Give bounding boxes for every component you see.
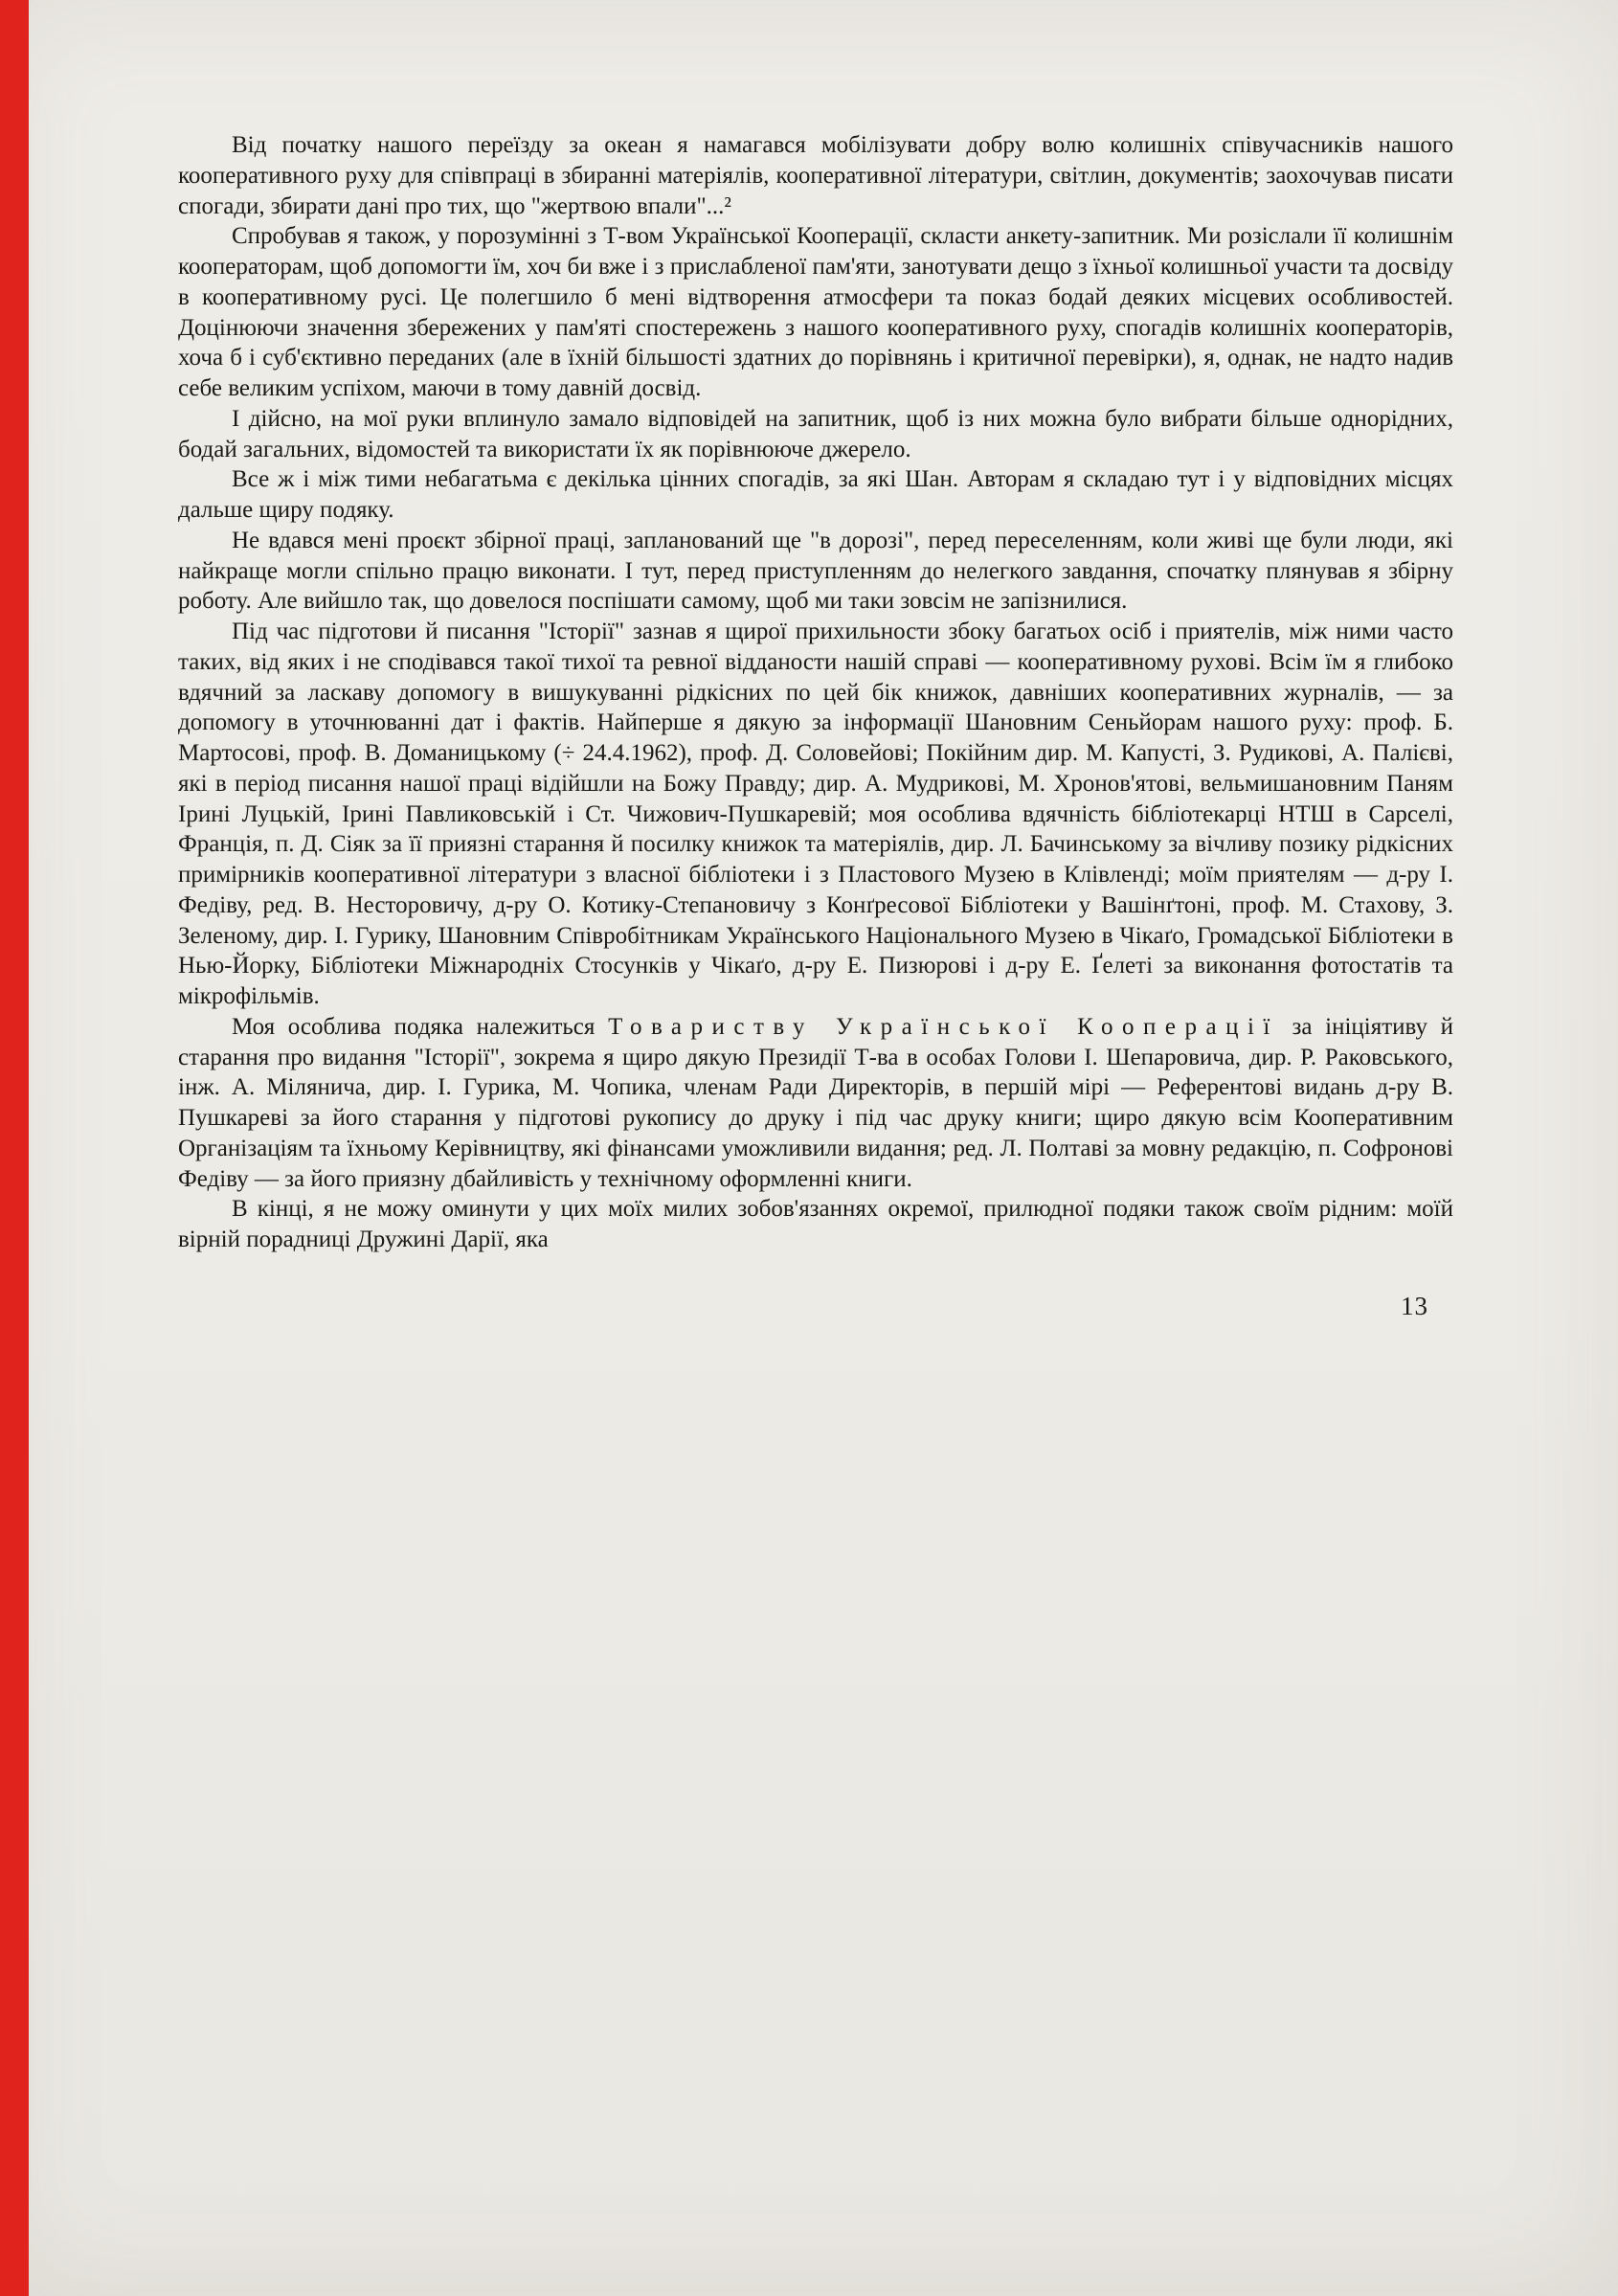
page-text-block [178,130,1453,1322]
paragraph-6: Під час підготови й писання "Історії" зазнав я щирої прихильности збоку багатьох осіб і приятелів, між ними часто таких, від яких і не сподівався такої тихої та ревної відданости нашій справі — кооперативному рухові. Всім їм я глибоко вдячний за ласкаву допомогу в вишукуванні рідкісних по цей бік книжок, давніших кооперативних журналів, — за допомогу в уточнюванні дат і фактів. Найперше я дякую за інформації Шановним Сеньйорам нашого руху: проф. Б. Мартосові, проф. В. Доманицькому (÷ 24.4.1962), проф. Д. Соловейові; Покійним дир. М. Капусті, З. Рудикові, А. Палієві, які в період писання нашої праці відійшли на Божу Правду; дир. А. Мудрикові, М. Хронов'ятові, вельмишановним Паням Ірині Луцькій, Ірині Павликовській і Ст. Чижович-Пушкаревій; моя особлива вдячність бібліотекарці НТШ в Сарселі, Франція, п. Д. Сіяк за її приязні старання й посилку книжок та матеріялів, дир. Л. Бачинському за вічливу позику рідкісних примірників кооперативної літератури з власної бібліотеки і з Пластового Музею в Клівленді; моїм приятелям — д-ру І. Федіву, ред. В. Несторовичу, д-ру О. Котику-Степановичу з Конґресової Бібліотеки у Вашінґтоні, проф. М. Стахову, З. Зеленому, дир. І. Гурику, Шановним Співробітникам Українського Національного Музею в Чікаґо, Громадської Бібліотеки в Нью-Йорку, Бібліотеки Міжнародніх Стосунків у Чікаґо, д-ру Е. Пизюрові і д-ру Е. Ґелеті за виконання фотостатів та мікрофільмів. [178,619,1453,1009]
scan-edge-strip [0,0,29,2296]
paragraph-8: В кінці, я не можу оминути у цих моїх милих зобов'язаннях окремої, прилюдної подяки також своїм рідним: моїй вірній порадниці Дружині Дарії, яка [178,1196,1453,1252]
paragraph-7 [178,1012,1453,1195]
paragraph-1: Від початку нашого переїзду за океан я намагався мобілізувати добру волю колишніх співучасників нашого кооперативного руху для співпраці в збиранні матеріялів, кооперативної літератури, світлин, документів; заохочував писати спогади, збирати дані про тих, що "жертвою впали"...² [178,132,1453,219]
paragraph-5: Не вдався мені проєкт збірної праці, запланований ще "в дорозі", перед переселенням, коли живі ще були люди, які найкраще могли спільно працю виконати. І тут, перед приступленням до нелегкого завдання, спочатку плянував я збірну роботу. Але вийшло так, що довелося поспішати самому, щоб ми таки зовсім не запізнилися. [178,527,1453,615]
organization-name-spaced: Товариству Української Кооперації [608,1013,1279,1040]
paragraph-4: Все ж і між тими небагатьма є декілька цінних спогадів, за які Шан. Авторам я складаю тут і у відповідних місцях дальше щиру подяку. [178,466,1453,523]
page-number: 13 [1401,1291,1428,1320]
paragraph-7-rest: за ініціятиву й старання про видання "Історії", зокрема я щиро дякую Президії Т-ва в особах Голови І. Шепаровича, дир. Р. Раковського, інж. А. Мілянича, дир. І. Гурика, М. Чопика, членам Ради Директорів, в першій мірі — Референтові видань д-ру В. Пушкареві за його старання у підготові рукопису до друку і під час друку книги; щиро дякую всім Кооперативним Організаціям та їхньому Керівництву, які фінансами уможливили видання; ред. Л. Полтаві за мовну редакцію, п. Софронові Федіву — за його приязну дбайливість у технічному оформленні книги. [178,1013,1453,1192]
paragraph-2: Спробував я також, у порозумінні з Т-вом Української Кооперації, скласти анкету-запитник. Ми розіслали її колишнім кооператорам, щоб допомогти їм, хоч би вже і з прислабленої пам'яти, занотувати дещо з їхньої колишньої участи та досвіду в кооперативному русі. Це полегшило б мені відтворення атмосфери та показ бодай деяких місцевих особливостей. Доцінюючи значення збережених у пам'яті спостережень з нашого кооперативного руху, спогадів колишніх кооператорів, хоча б і суб'єктивно переданих (але в їхній більшості здатних до порівнянь і критичної перевірки), я, однак, не надто надив себе великим успіхом, маючи в тому давній досвід. [178,223,1453,401]
paragraph-3: І дійсно, на мої руки вплинуло замало відповідей на запитник, щоб із них можна було вибрати більше однорідних, бодай загальних, відомостей та використати їх як порівнююче джерело. [178,405,1453,462]
paragraph-7-lead: Моя особлива подяка належиться [232,1013,609,1040]
